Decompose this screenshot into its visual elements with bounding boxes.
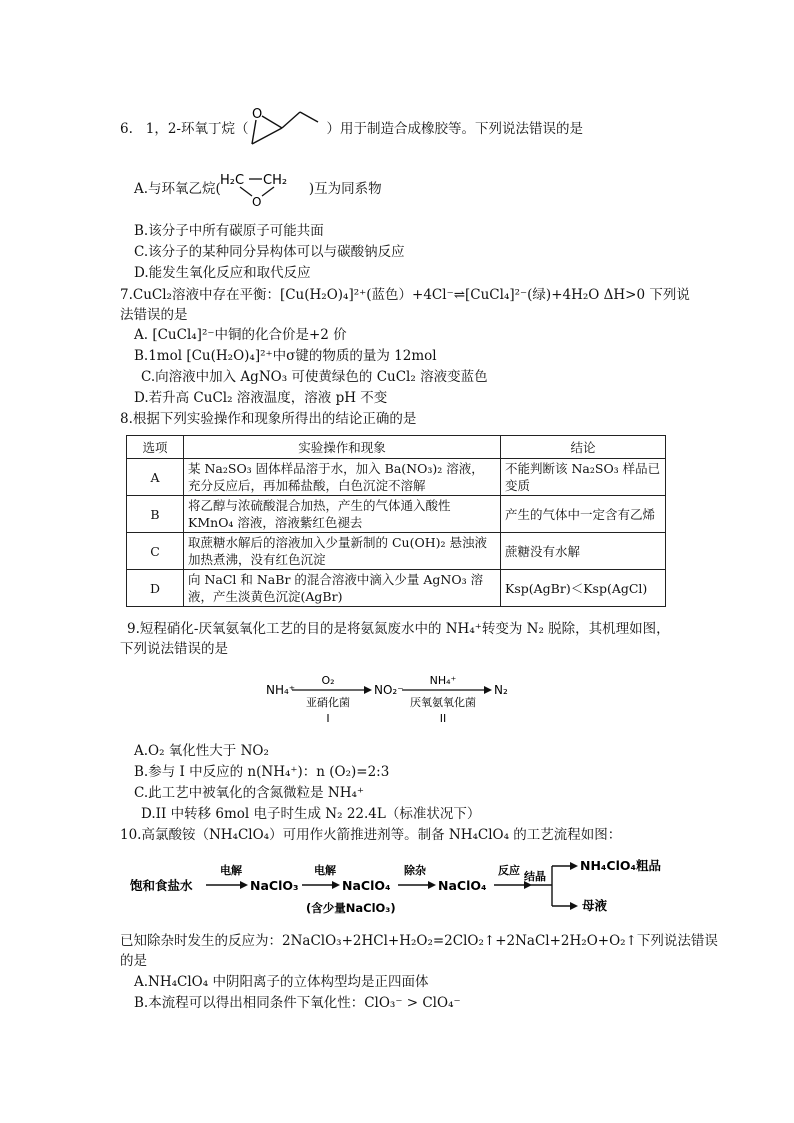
q6-option-d: D.能发生氧化反应和取代反应 <box>134 265 311 281</box>
flow-step4-label: 反应 <box>498 864 520 877</box>
q7-option-b: B.1mol [Cu(H₂O)₄]²⁺中σ键的物质的量为 12mol <box>134 348 437 364</box>
ethylene-oxide-oxygen-label: O <box>252 195 262 209</box>
flow-mother-liquor: 母液 <box>582 898 608 913</box>
diagram-start: NH₄⁺ <box>266 683 296 697</box>
flow-naclo4-note: (含少量NaClO₃) <box>306 901 396 915</box>
q9-option-a: A.O₂ 氧化性大于 NO₂ <box>134 743 269 759</box>
row-conclusion: 不能判断该 Na₂SO₃ 样品已变质 <box>501 459 666 496</box>
flow-naclo4-purified: NaClO₄ <box>438 878 487 893</box>
arrow2-bottom-label: 厌氧氨氧化菌 <box>410 696 476 709</box>
flow-step3-label: 除杂 <box>404 864 426 877</box>
row-option: C <box>127 533 184 570</box>
row-conclusion: 产生的气体中一定含有乙烯 <box>501 496 666 533</box>
table-row <box>127 459 666 496</box>
row-conclusion: 蔗糖没有水解 <box>501 533 666 570</box>
arrow1-top-label: O₂ <box>321 674 335 687</box>
row-option: B <box>127 496 184 533</box>
row-operation: 某 Na₂SO₃ 固体样品溶于水，加入 Ba(NO₃)₂ 溶液，充分反应后，再加稀盐酸，白色沉淀不溶解 <box>184 459 501 496</box>
flow-crystallize: 结晶 <box>524 870 546 883</box>
q8-stem: 8.根据下列实验操作和现象所得出的结论正确的是 <box>120 411 417 427</box>
row-operation: 将乙醇与浓硫酸混合加热，产生的气体通入酸性 KMnO₄ 溶液，溶液紫红色褪去 <box>184 496 501 533</box>
q9-option-c: C.此工艺中被氧化的含氮微粒是 NH₄⁺ <box>134 785 365 801</box>
flow-brine: 饱和食盐水 <box>130 878 193 893</box>
q9-option-d: D.II 中转移 6mol 电子时生成 N₂ 22.4L（标准状况下） <box>141 806 481 822</box>
epoxybutane-structure <box>238 100 328 152</box>
q7-stem-line1: 7.CuCl₂溶液中存在平衡：[Cu(H₂O)₄]²⁺(蓝色）+4Cl⁻⇌[CuCl₄]²⁻(绿)+4H₂O ΔH>0 下列说 <box>120 287 690 303</box>
q6-option-a-part2: )互为同系物 <box>308 181 382 197</box>
flow-step1-label: 电解 <box>220 864 242 877</box>
table-row <box>127 533 666 570</box>
q9-option-b: B.参与 I 中反应的 n(NH₄⁺)：n (O₂)=2:3 <box>134 764 390 780</box>
table-row <box>127 496 666 533</box>
ethylene-oxide-structure <box>216 166 302 210</box>
row-operation: 取蔗糖水解后的溶液加入少量新制的 Cu(OH)₂ 悬浊液加热煮沸，没有红色沉淀 <box>184 533 501 570</box>
arrow2-top-label: NH₄⁺ <box>429 674 457 687</box>
epoxy-oxygen-label: O <box>252 107 263 122</box>
q6-stem-part1: 6. 1，2-环氧丁烷（ <box>120 121 249 137</box>
q9-stem-line1: 9.短程硝化-厌氧氨氧化工艺的目的是将氨氮废水中的 NH₄⁺转变为 N₂ 脱除，其机理如图， <box>127 621 670 637</box>
q6-stem <box>120 120 583 138</box>
q7-option-a: A. [CuCl₄]²⁻中铜的化合价是+2 价 <box>134 327 347 343</box>
table-row <box>127 570 666 607</box>
flow-crude-product: NH₄ClO₄粗品 <box>580 858 661 873</box>
q10-reaction-line2: 的是 <box>120 953 147 969</box>
q6-option-c: C.该分子的某种同分异构体可以与碳酸钠反应 <box>134 244 405 260</box>
experiment-table <box>126 435 666 607</box>
q7-stem-line2: 法错误的是 <box>120 307 188 323</box>
header-option: 选项 <box>127 436 184 459</box>
table-header-row <box>127 436 666 459</box>
q10-option-a: A.NH₄ClO₄ 中阴阳离子的立体构型均是正四面体 <box>134 974 429 990</box>
nitrification-diagram <box>262 668 522 730</box>
q10-option-b: B.本流程可以得出相同条件下氧化性：ClO₃⁻ > ClO₄⁻ <box>134 995 461 1011</box>
flow-step2-label: 电解 <box>314 864 336 877</box>
q6-stem-part2: ）用于制造合成橡胶等。下列说法错误的是 <box>326 121 583 137</box>
q7-option-d: D.若升高 CuCl₂ 溶液温度，溶液 pH 不变 <box>134 390 388 406</box>
row-conclusion: Ksp(AgBr)＜Ksp(AgCl) <box>501 570 666 607</box>
q10-reaction-line1: 已知除杂时发生的反应为：2NaClO₃+2HCl+H₂O₂=2ClO₂↑+2NaCl+2H₂O+O₂↑下列说法错误 <box>120 933 718 949</box>
q10-stem: 10.高氯酸铵（NH₄ClO₄）可用作火箭推进剂等。制备 NH₄ClO₄ 的工艺流程如图： <box>120 827 622 843</box>
flow-naclo4: NaClO₄ <box>342 878 391 893</box>
nh4clo4-process-flow <box>130 850 710 922</box>
q6-option-a-part1: A.与环氧乙烷( <box>134 181 221 197</box>
q6-option-b: B.该分子中所有碳原子可能共面 <box>134 223 324 239</box>
diagram-mid: NO₂⁻ <box>374 683 404 697</box>
arrow1-step-label: I <box>326 712 330 725</box>
ethylene-oxide-right-label: CH₂ <box>263 173 288 188</box>
header-conclusion: 结论 <box>501 436 666 459</box>
header-operation: 实验操作和现象 <box>184 436 501 459</box>
q7-option-c: C.向溶液中加入 AgNO₃ 可使黄绿色的 CuCl₂ 溶液变蓝色 <box>141 369 488 385</box>
row-operation: 向 NaCl 和 NaBr 的混合溶液中滴入少量 AgNO₃ 溶液，产生淡黄色沉淀(AgBr) <box>184 570 501 607</box>
flow-naclo3: NaClO₃ <box>250 878 299 893</box>
q9-stem-line2: 下列说法错误的是 <box>120 641 228 657</box>
ethylene-oxide-left-label: H₂C <box>220 173 245 188</box>
arrow1-bottom-label: 亚硝化菌 <box>306 696 350 709</box>
row-option: A <box>127 459 184 496</box>
diagram-end: N₂ <box>494 683 508 697</box>
row-option: D <box>127 570 184 607</box>
arrow2-step-label: II <box>439 712 447 725</box>
